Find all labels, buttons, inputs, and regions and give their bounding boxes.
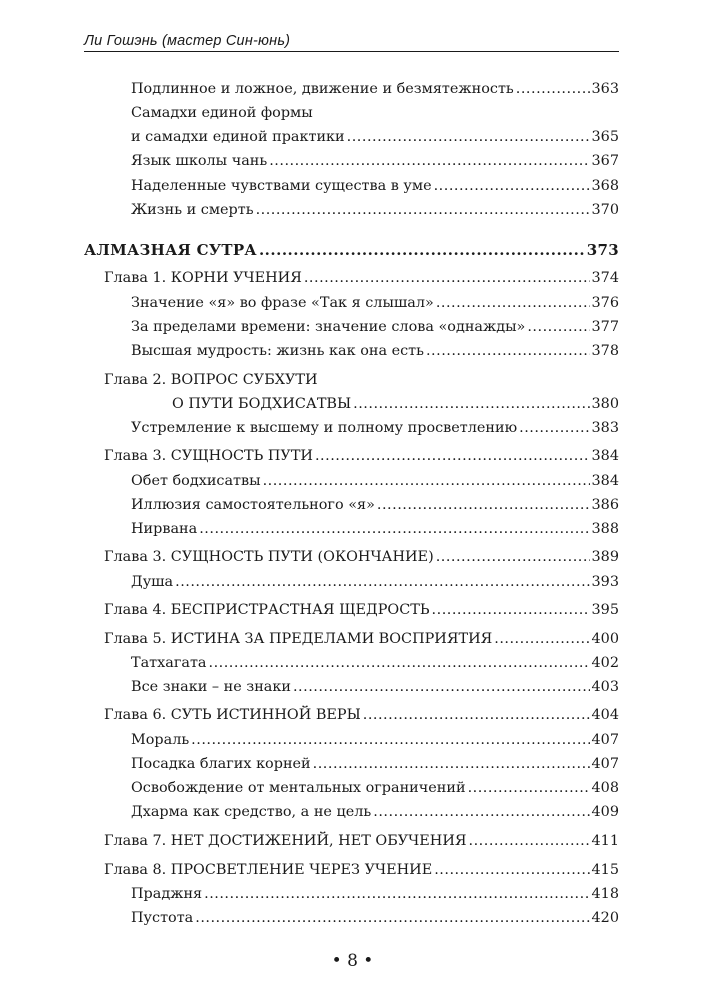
dot-leader [434,858,589,882]
dot-leader [191,728,589,752]
toc-entry-title: Устремление к высшему и полному просветлению [131,420,518,436]
toc-chapter[interactable] [104,703,619,727]
dot-leader [204,882,589,906]
dot-leader [516,77,590,101]
dot-leader [494,627,589,651]
toc-chapter[interactable] [104,829,619,853]
toc-entry[interactable] [131,800,619,824]
dot-leader [195,906,589,930]
toc-entry[interactable] [131,906,619,930]
dot-leader [259,238,585,262]
toc-entry-page: 384 [591,473,619,489]
dot-leader [353,392,589,416]
toc-entry-page: 384 [591,448,619,464]
toc-entry-title: Посадка благих корней [131,756,311,772]
toc-entry-title: Значение «я» во фразе «Так я слышал» [131,295,434,311]
toc-entry-page: 380 [591,396,619,412]
dot-leader [434,174,590,198]
toc-entry-title: Глава 6. СУТЬ ИСТИННОЙ ВЕРЫ [104,707,361,723]
dot-leader [347,125,590,149]
toc-entry-page: 386 [591,497,619,513]
dot-leader [175,570,589,594]
dot-leader [436,291,590,315]
toc-entry-title: За пределами времени: значение слова «однажды» [131,319,526,335]
toc-entry-page: 373 [586,241,619,259]
toc-entry[interactable] [131,493,619,517]
dot-leader [436,545,590,569]
toc-entry-title: Праджня [131,886,203,902]
toc-entry-page: 365 [591,129,619,145]
toc-entry-page: 383 [591,420,619,436]
toc-entry-page: 407 [591,756,619,772]
dot-leader [256,198,590,222]
toc-chapter[interactable] [104,266,619,290]
toc-entry-title: Глава 4. БЕСПРИСТРАСТНАЯ ЩЕДРОСТЬ [104,602,430,618]
toc-entry[interactable] [131,174,619,198]
toc-entry-title: Самадхи единой формы [131,105,313,121]
toc-chapter[interactable] [104,444,619,468]
toc-entry[interactable] [131,675,619,699]
toc-chapter[interactable] [104,545,619,569]
dot-leader [269,149,589,173]
dot-leader [209,651,590,675]
toc-entry-title: Жизнь и смерть [131,202,254,218]
toc-entry[interactable] [131,125,619,149]
toc-entry[interactable] [131,469,619,493]
toc-entry-page: 395 [591,602,619,618]
toc-entry-title: Татхагата [131,655,207,671]
dot-leader [377,493,590,517]
toc-entry-title: Обет бодхисатвы [131,473,261,489]
toc-entry[interactable] [131,416,619,440]
toc-chapter[interactable] [104,598,619,622]
toc-entry-title: Высшая мудрость: жизнь как она есть [131,343,424,359]
toc-entry[interactable] [131,517,619,541]
toc-entry-title: Глава 1. КОРНИ УЧЕНИЯ [104,270,302,286]
dot-leader [468,776,590,800]
toc-section-heading[interactable] [84,238,619,262]
toc-chapter[interactable] [172,392,619,416]
toc-entry-title: Мораль [131,732,190,748]
dot-leader [304,266,590,290]
toc-entry-title: Наделенные чувствами существа в уме [131,178,432,194]
toc-entry[interactable] [131,570,619,594]
dot-leader [293,675,590,699]
toc-entry[interactable] [131,198,619,222]
toc-entry-title: Глава 8. ПРОСВЕТЛЕНИЕ ЧЕРЕЗ УЧЕНИЕ [104,862,433,878]
toc-entry[interactable] [131,882,619,906]
toc-entry-page: 402 [591,655,619,671]
dot-leader [263,469,590,493]
toc-entry-page: 411 [591,833,619,849]
toc-entry-title: О ПУТИ БОДХИСАТВЫ [172,396,352,412]
toc-chapter[interactable] [104,627,619,651]
toc-entry-title: Глава 3. СУЩНОСТЬ ПУТИ (ОКОНЧАНИЕ) [104,549,434,565]
toc-entry[interactable] [131,776,619,800]
toc-entry-title: Пустота [131,910,194,926]
toc-entry-page: 374 [591,270,619,286]
toc-entry-title: Глава 3. СУЩНОСТЬ ПУТИ [104,448,313,464]
dot-leader [373,800,589,824]
toc-entry-page: 409 [591,804,619,820]
toc-entry-page: 400 [591,631,619,647]
toc-entry[interactable] [131,315,619,339]
toc-entry-title: Нирвана [131,521,198,537]
toc-entry-title: Душа [131,574,174,590]
toc-entry-page: 408 [591,780,619,796]
toc-entry-page: 393 [591,574,619,590]
toc-entry-page: 404 [591,707,619,723]
toc-entry-page: 389 [591,549,619,565]
toc-entry-page: 368 [591,178,619,194]
toc-entry-page: 403 [591,679,619,695]
dot-leader [519,416,589,440]
toc-entry-page: 415 [591,862,619,878]
dot-leader [527,315,589,339]
toc-entry-title: Иллюзия самостоятельного «я» [131,497,375,513]
toc-entry-title: Все знаки – не знаки [131,679,291,695]
dot-leader [363,703,590,727]
toc-entry-page: 370 [591,202,619,218]
toc-entry[interactable] [131,752,619,776]
toc-entry-page: 367 [591,153,619,169]
toc-entry-title: Дхарма как средство, а не цель [131,804,372,820]
toc-chapter[interactable] [104,858,619,882]
toc-entry-page: 420 [591,910,619,926]
toc-entry-page: 407 [591,732,619,748]
dot-leader [315,444,590,468]
toc-entry-title: АЛМАЗНАЯ СУТРА [84,241,257,259]
toc-entry-title: Глава 7. НЕТ ДОСТИЖЕНИЙ, НЕТ ОБУЧЕНИЯ [104,833,467,849]
toc-entry[interactable] [131,149,619,173]
toc-entry-page: 376 [591,295,619,311]
toc-entry[interactable] [131,339,619,363]
page-number: • 8 • [331,951,374,971]
toc-chapter-title: Глава 2. ВОПРОС СУБХУТИ [104,372,318,388]
toc-entry-page: 388 [591,521,619,537]
running-head: Ли Гошэнь (мастер Син-юнь) [84,33,291,49]
toc-entry-page: 377 [591,319,619,335]
dot-leader [432,598,590,622]
dot-leader [426,339,590,363]
toc-entry-page: 363 [591,81,619,97]
dot-leader [199,517,589,541]
toc-entry[interactable] [131,291,619,315]
toc-entry-title: Подлинное и ложное, движение и безмятежность [131,81,514,97]
toc-entry-title: Освобождение от ментальных ограничений [131,780,466,796]
toc-entry-title: Язык школы чань [131,153,268,169]
dot-leader [313,752,590,776]
toc-entry-title: и самадхи единой практики [131,129,345,145]
toc-entry-page: 418 [591,886,619,902]
toc-entry-page: 378 [591,343,619,359]
toc-entry[interactable] [131,77,619,101]
toc-entry[interactable] [131,728,619,752]
dot-leader [469,829,590,853]
toc-entry[interactable] [131,651,619,675]
toc-entry-title: Глава 5. ИСТИНА ЗА ПРЕДЕЛАМИ ВОСПРИЯТИЯ [104,631,493,647]
